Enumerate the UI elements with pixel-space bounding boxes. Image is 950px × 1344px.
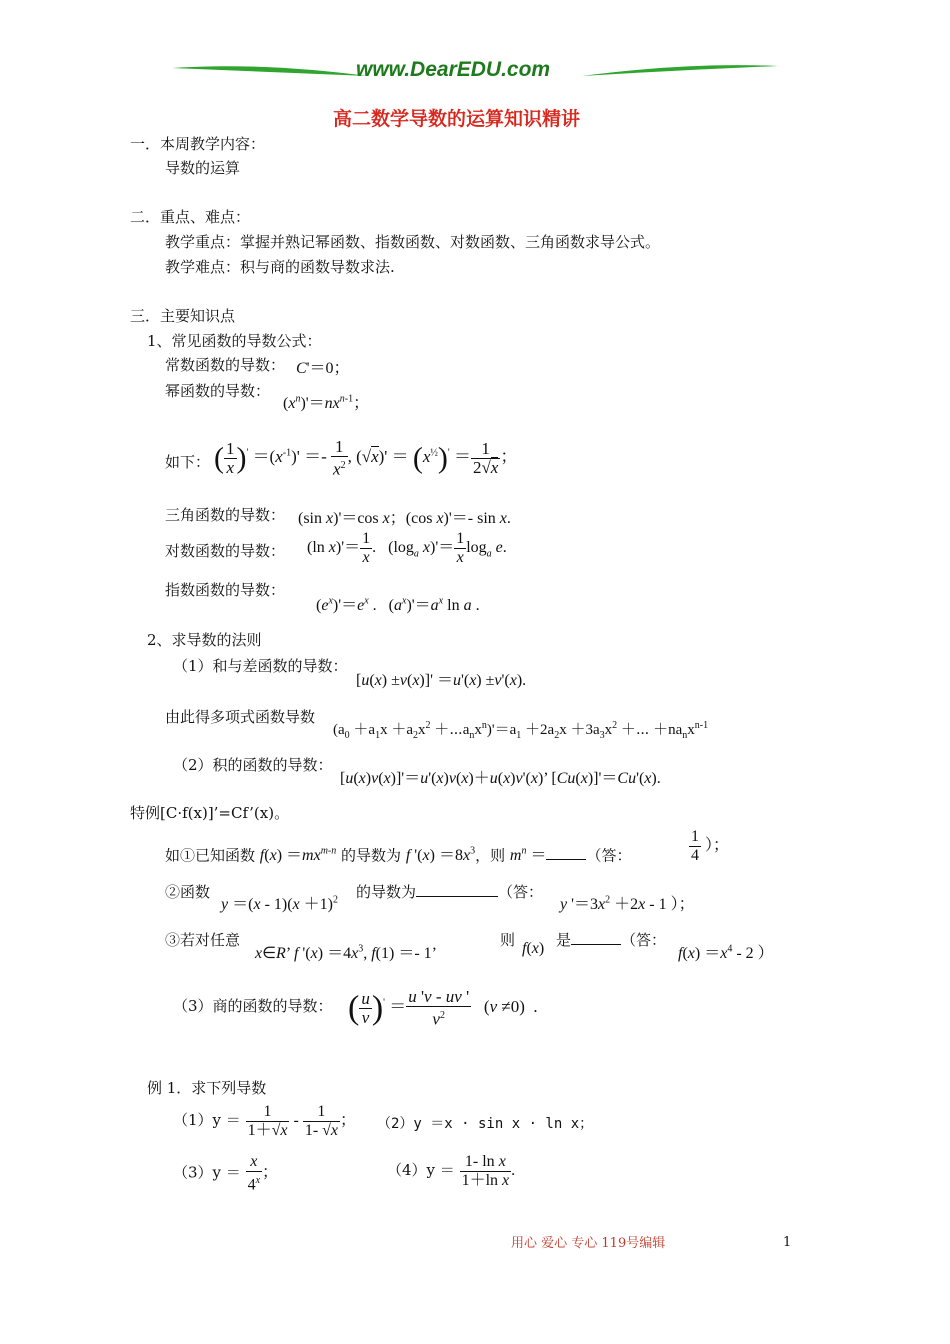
example-part-1-formula: $\frac{1}{1+√x}$ - $\frac{1}{1- √x}$ ； — [247, 1103, 357, 1139]
q2-part-a: ②函数 — [165, 883, 211, 901]
rule-1-label: （1）和与差函数的导数： — [173, 657, 348, 675]
q1-part-a: 如①已知函数 — [165, 846, 256, 865]
q2-answer: y '$=3x^2 +2x - 1$ ）； — [560, 894, 695, 913]
difficult-point: 教学难点：积与商的函数导数求法. — [165, 258, 395, 276]
q3-answer-label: （答： — [621, 931, 667, 949]
q1-part-c: ，则 — [475, 846, 506, 865]
q1-answer-label: （答： — [586, 846, 632, 865]
green-swoosh-left — [170, 60, 370, 84]
log-derivative-label: 对数函数的导数： — [165, 542, 286, 560]
sum-rule-formula: [u(x) ±v(x)]' ＝u'(x) ±v'(x). — [356, 672, 527, 689]
green-swoosh-right — [580, 60, 780, 84]
power-examples-formula: ( $\frac{1}{x}$ )$' =(x^{-1})'$ ＝- $\frac{1}{x^2}$ , $(√x)' = (x^{\frac{1}{2}})'$ ＝ $\frac{1}{2√x}$ ； — [214, 437, 518, 479]
trig-derivative-label: 三角函数的导数： — [165, 506, 286, 524]
q3-part-c: 是 — [556, 931, 572, 949]
special-case: 特例[C·f(x)]’=Cf’(x)。 — [130, 804, 290, 822]
trig-derivative-formula: (sin x)'＝cos x；(cos x)'＝- sin x. — [298, 510, 511, 527]
q1-unknown: $m^n$ ＝ — [509, 846, 547, 865]
subsection-2: 2、求导数的法则 — [147, 631, 262, 649]
example-1-heading: 例 1．求下列导数 — [147, 1079, 267, 1097]
polynomial-formula: ($a_0 +a_1x +a_2x^2$ $+\cdots a_nx^n)'=a_1 +2a_2x +3a_3x^2$ ＋⋯ $+na_nx^{n-1}$ — [333, 720, 709, 741]
q2-function: $y =(x - 1)(x +1)^2$ — [221, 894, 338, 913]
section-3-heading: 三．主要知识点 — [130, 307, 236, 325]
q1-answer: $\frac{1}{4}$ ）； — [691, 828, 730, 864]
q1-derivative: f '$(x) =8x^3$ — [405, 846, 476, 865]
q1-function: $f(x) =mx^{m-n}$ — [259, 846, 337, 865]
rule-3-label: （3）商的函数的导数： — [173, 997, 333, 1015]
example-part-2: （2）y ＝x · sin x · ln x； — [377, 1116, 594, 1132]
q3-text — [556, 930, 666, 950]
site-header — [170, 56, 780, 90]
example-part-3-formula: $\frac{x}{4^x}$ ； — [247, 1153, 279, 1194]
q2-text — [356, 882, 543, 902]
const-derivative-formula: C'＝0； — [296, 360, 350, 377]
key-point: 教学重点：掌握并熟记幂函数、指数函数、对数函数、三角函数求导公式。 — [165, 233, 661, 251]
example-part-4-formula: $\frac{\text{1- ln x}}{\text{1＋ln x}}$ . — [461, 1153, 516, 1189]
power-derivative-formula: $(x^n)'=nx^{n-1}$； — [283, 393, 370, 412]
exp-derivative-formula: $(e^x)'=e^x$ . $(a^x)'=a^x$ ln a . — [316, 595, 480, 614]
question-1 — [165, 842, 631, 866]
quotient-rule-formula: ( $\frac{u}{v}$ )' ＝ $\frac{u 'v - uv '}{v^2}$ (v ≠0) . — [348, 987, 538, 1029]
polynomial-label: 由此得多项式函数导数 — [165, 708, 316, 726]
site-logo-text[interactable]: www.DearEDU.com — [356, 58, 551, 81]
power-derivative-label: 幂函数的导数： — [165, 382, 271, 400]
section-2-heading: 二．重点、难点： — [130, 208, 251, 226]
footer-slogan: 用心 爱心 专心 119号编辑 — [511, 1236, 666, 1251]
page-number: 1 — [783, 1235, 792, 1250]
q3-part-b: 则 — [500, 931, 516, 949]
example-part-1-label: （1）y ＝ — [173, 1111, 241, 1130]
q1-answer-blank[interactable] — [546, 845, 586, 860]
const-derivative-label: 常数函数的导数： — [165, 356, 286, 374]
question-2 — [165, 882, 210, 902]
example-part-4-label: （4）y ＝ — [387, 1161, 455, 1180]
rule-2-label: （2）积的函数的导数： — [173, 756, 333, 774]
q3-condition: x∈R’ f '$(x) =4x^3$, f(1) ＝- 1’ — [255, 943, 437, 962]
q3-part-a: ③若对任意 — [165, 931, 241, 949]
example-label: 如下： — [165, 453, 211, 471]
q2-answer-blank[interactable] — [416, 882, 498, 897]
q3-answer-blank[interactable] — [571, 930, 621, 945]
section-1-heading: 一．本周教学内容： — [130, 135, 266, 153]
example-part-1 — [173, 1103, 356, 1140]
section-1-body: 导数的运算 — [165, 159, 241, 177]
q2-part-b: 的导数为 — [356, 883, 417, 901]
q2-answer-label: （答： — [498, 883, 544, 901]
exp-derivative-label: 指数函数的导数： — [165, 581, 286, 599]
q3-function: f(x) — [522, 940, 545, 957]
page-title: 高二数学导数的运算知识精讲 — [333, 108, 581, 130]
example-part-3 — [173, 1153, 278, 1194]
q1-part-b: 的导数为 — [341, 846, 402, 865]
q3-answer: $f(x) =x^4 - 2$ ） — [678, 943, 774, 962]
subsection-1: 1、常见函数的导数公式： — [147, 332, 322, 350]
example-part-3-label: （3）y ＝ — [173, 1163, 241, 1182]
log-derivative-formula: (ln x)'＝ $\frac{1}{x}$ . ($\log_a$ x)'＝ $\frac{1}{x}$ $\log_a e$. — [307, 530, 507, 566]
product-rule-formula: [u(x)v(x)]'＝u'(x)v(x)＋u(x)v'(x)’ [Cu(x)]'＝Cu'(x). — [340, 770, 661, 787]
example-part-4 — [387, 1153, 515, 1190]
